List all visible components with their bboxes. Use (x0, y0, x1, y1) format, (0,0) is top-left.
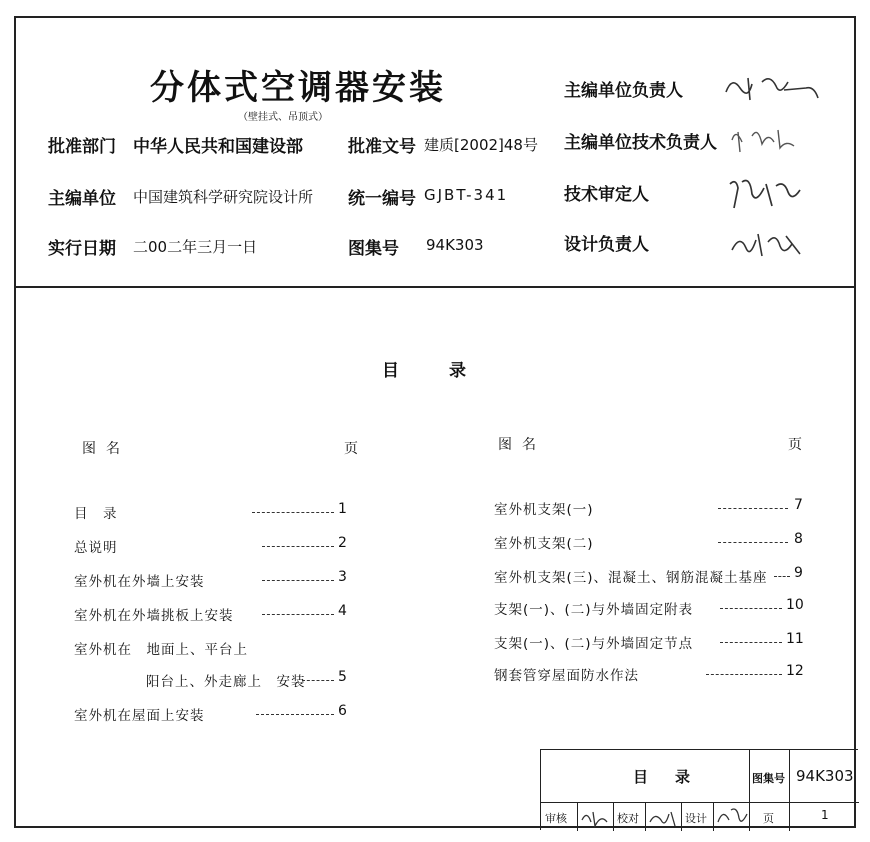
chief-unit-label: 主编单位 (48, 189, 116, 209)
title-block-review-label: 审核 (545, 812, 567, 825)
signature-tech-responsible (728, 122, 798, 156)
approval-doc-value: 建质[2002]48号 (424, 136, 538, 154)
toc-leader (718, 542, 788, 543)
title-block-divider (789, 750, 790, 831)
title-block-divider (681, 802, 682, 831)
atlas-no-label: 图集号 (348, 239, 399, 259)
toc-leader (302, 680, 334, 681)
toc-left-item-page: 2 (338, 535, 347, 551)
toc-leader (718, 508, 788, 509)
toc-left-item-page: 5 (338, 669, 347, 685)
toc-left-col-name-header: 图名 (82, 441, 130, 457)
title-block-divider (749, 750, 750, 831)
title-block (540, 749, 858, 830)
toc-leader (720, 608, 782, 609)
approval-doc-label: 批准文号 (348, 137, 416, 157)
toc-left-item-page: 4 (338, 603, 347, 619)
document-title: 分体式空调器安装 (150, 68, 446, 108)
title-block-design-label: 设计 (685, 812, 707, 825)
atlas-no-value: 94K303 (426, 236, 484, 254)
toc-right-item-name: 支架(一)、(二)与外墙固定节点 (494, 636, 694, 652)
toc-left-item-name: 室外机在外墙上安装 (74, 574, 205, 590)
header-divider (16, 286, 854, 288)
signature-designer (715, 804, 749, 828)
signature-responsible-person (722, 70, 822, 106)
toc-left-item-name: 总说明 (74, 540, 118, 556)
document-subtitle: （壁挂式、吊顶式） (238, 112, 328, 123)
signature-reviewer (579, 806, 611, 828)
signature-design-responsible (728, 226, 804, 264)
toc-left-item-name: 阳台上、外走廊上 安装 (146, 674, 306, 690)
title-block-drawing-title: 目 录 (633, 768, 697, 786)
title-block-divider (577, 802, 578, 831)
toc-leader (774, 576, 790, 577)
toc-right-item-name: 室外机支架(三)、混凝土、钢筋混凝土基座 (494, 570, 768, 586)
title-block-check-label: 校对 (617, 812, 639, 825)
title-block-divider (613, 802, 614, 831)
toc-right-item-page: 9 (794, 565, 803, 581)
tech-reviewer-label: 技术审定人 (564, 185, 649, 205)
approval-dept-label: 批准部门 (48, 137, 116, 157)
toc-right-item-page: 12 (786, 663, 804, 679)
toc-leader (720, 642, 782, 643)
title-block-divider (541, 802, 859, 803)
uniform-no-label: 统一编号 (348, 189, 416, 209)
effective-date-value: 二00二年三月一日 (133, 238, 258, 256)
toc-right-col-page-header: 页 (788, 437, 812, 453)
toc-left-item-name: 室外机在 地面上、平台上 (74, 642, 248, 658)
toc-left-item-name: 室外机在外墙挑板上安装 (74, 608, 234, 624)
toc-leader (706, 674, 782, 675)
title-block-divider (713, 802, 714, 831)
toc-right-item-page: 7 (794, 497, 803, 513)
toc-left-item-page: 6 (338, 703, 347, 719)
title-block-page-label: 页 (763, 812, 774, 825)
title-block-atlas-value: 94K303 (796, 767, 854, 785)
title-block-page-value: 1 (821, 808, 829, 822)
toc-right-item-name: 钢套管穿屋面防水作法 (494, 668, 639, 684)
uniform-no-value: GJBT-341 (424, 186, 509, 204)
title-block-divider (645, 802, 646, 831)
signature-checker (647, 806, 679, 828)
toc-left-item-name: 目 录 (74, 506, 118, 522)
toc-leader (262, 546, 334, 547)
effective-date-label: 实行日期 (48, 239, 116, 259)
approval-dept-value: 中华人民共和国建设部 (133, 137, 303, 157)
toc-right-item-name: 室外机支架(一) (494, 502, 594, 518)
toc-leader (252, 512, 334, 513)
toc-left-item-page: 1 (338, 501, 347, 517)
toc-leader (262, 614, 334, 615)
toc-leader (262, 580, 334, 581)
responsible-person-label: 主编单位负责人 (564, 81, 683, 101)
toc-heading: 目录 (382, 361, 516, 381)
drawing-sheet (14, 16, 856, 828)
tech-responsible-label: 主编单位技术负责人 (564, 133, 717, 153)
design-responsible-label: 设计负责人 (564, 235, 649, 255)
toc-left-item-name: 室外机在屋面上安装 (74, 708, 205, 724)
title-block-atlas-label: 图集号 (752, 772, 785, 785)
toc-right-item-name: 支架(一)、(二)与外墙固定附表 (494, 602, 694, 618)
toc-right-item-page: 11 (786, 631, 804, 647)
toc-left-item-page: 3 (338, 569, 347, 585)
signature-tech-reviewer (726, 174, 806, 214)
toc-right-col-name-header: 图名 (498, 437, 546, 453)
toc-right-item-name: 室外机支架(二) (494, 536, 594, 552)
toc-left-col-page-header: 页 (344, 441, 368, 457)
toc-right-item-page: 10 (786, 597, 804, 613)
toc-leader (256, 714, 334, 715)
toc-right-item-page: 8 (794, 531, 803, 547)
chief-unit-value: 中国建筑科学研究院设计所 (133, 188, 314, 206)
